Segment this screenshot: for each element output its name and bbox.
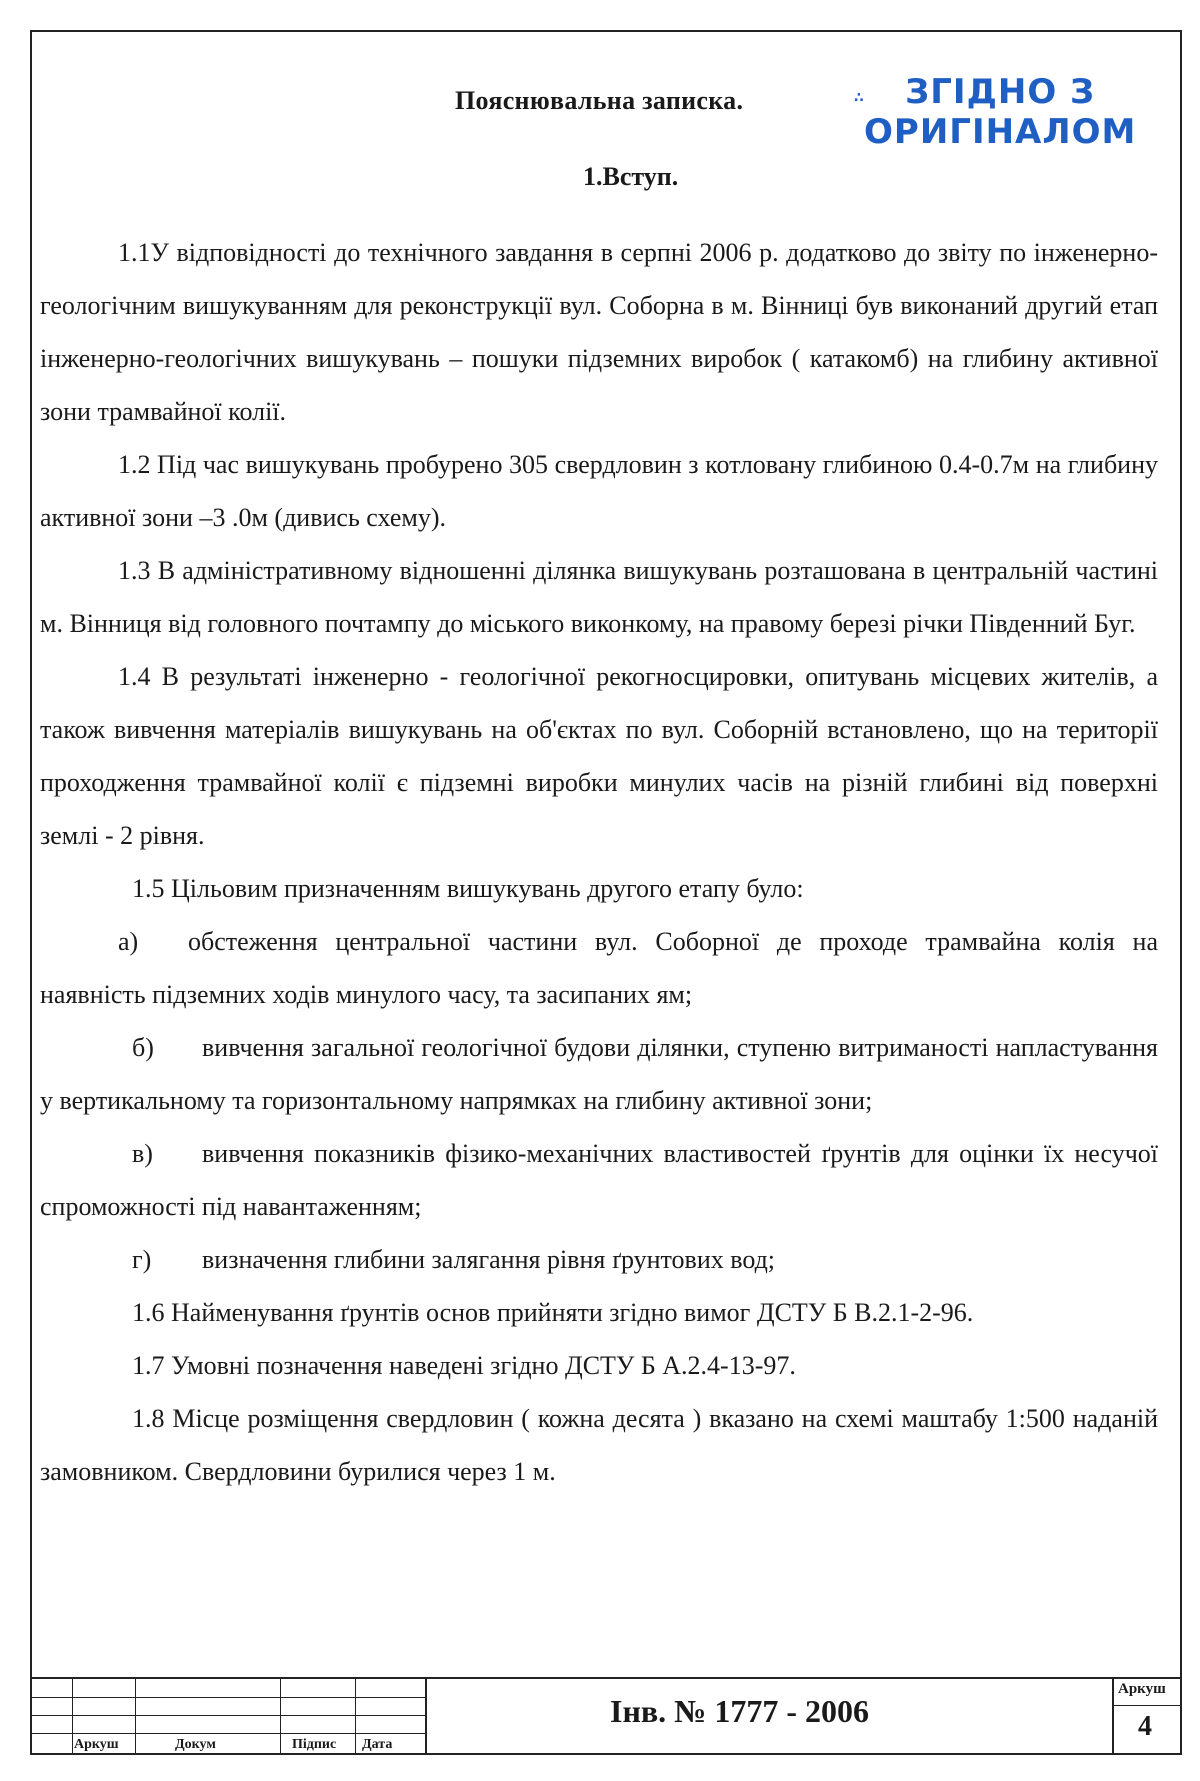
sheet-number: 4 bbox=[1138, 1711, 1152, 1742]
paragraph-1-1: 1.1У відповідності до технічного завдання в серпні 2006 р. додатково до звіту по інженерно-геологічним вишукуванням для реконструкції вул. Соборна в м. Вінниці був виконаний другий етап інженерно-геологічних вишукувань – пошуки підземних виробок ( катакомб) на глибину активної зони трамвайної колії. bbox=[40, 238, 1158, 426]
paragraph-1-4: 1.4 В результаті інженерно - геологічної рекогносцировки, опитувань місцевих жителів, а також вивчення матеріалів вишукувань на об'єктах по вул. Соборній встановлено, що на території проходження трамвайної колії є підземні виробки минулих часів на різній глибині від поверхні землі - 2 рівня. bbox=[40, 662, 1158, 850]
col-label-sheet: Аркуш bbox=[74, 1737, 119, 1752]
list-item-b bbox=[40, 1021, 1158, 1127]
list-label: в) bbox=[132, 1139, 153, 1168]
paragraph-1-3: 1.3 В адміністративному відношенні ділянка вишукувань розташована в центральній частині м. Вінниця від головного почтампу до міського виконкому, на правому березі річки Південний Буг. bbox=[40, 556, 1158, 638]
stamp-line-1: ЗГІДНО З bbox=[905, 72, 1096, 112]
list-label: б) bbox=[132, 1033, 154, 1062]
list-label: а) bbox=[118, 927, 139, 956]
col-label-signature: Підпис bbox=[292, 1737, 337, 1752]
title-block bbox=[30, 1677, 1182, 1755]
stamp-dots: ∴ bbox=[854, 90, 865, 106]
list-text: обстеження центральної частини вул. Соборної де проходе трамвайна колія на наявність підземних ходів минулого часу, та засипаних ям; bbox=[40, 927, 1158, 1009]
approval-stamp bbox=[854, 72, 1137, 152]
sheet-number-cell bbox=[1112, 1679, 1182, 1755]
list-item-c bbox=[40, 1127, 1158, 1233]
page-title: Пояснювальна записка. bbox=[455, 86, 744, 115]
list-text: визначення глибини залягання рівня ґрунтових вод; bbox=[202, 1245, 776, 1274]
list-item-d bbox=[40, 1233, 1158, 1286]
list-label: г) bbox=[132, 1245, 152, 1274]
paragraph-1-5: 1.5 Цільовим призначенням вишукувань другого етапу було: bbox=[132, 874, 804, 903]
col-label-document: Докум bbox=[175, 1737, 216, 1752]
paragraph-1-6: 1.6 Найменування ґрунтів основ прийняти згідно вимог ДСТУ Б В.2.1-2-96. bbox=[132, 1298, 974, 1327]
stamp-line-2: ОРИГІНАЛОМ bbox=[864, 112, 1137, 152]
col-label-date: Дата bbox=[362, 1737, 393, 1752]
sheet-label: Аркуш bbox=[1118, 1681, 1166, 1697]
paragraph-1-2: 1.2 Під час вишукувань пробурено 305 свердловин з котловану глибиною 0.4-0.7м на глибину активної зони –3 .0м (дивись схему). bbox=[40, 450, 1158, 532]
title-block-grid bbox=[30, 1679, 425, 1755]
list-item-a bbox=[40, 915, 1158, 1021]
body-text bbox=[40, 226, 1158, 1498]
list-text: вивчення загальної геологічної будови ділянки, ступеню витриманості напластування у вертикальному та горизонтальному напрямках на глибину активної зони; bbox=[40, 1033, 1158, 1115]
section-heading: 1.Вступ. bbox=[583, 162, 679, 191]
list-text: вивчення показників фізико-механічних властивостей ґрунтів для оцінки їх несучої спроможності під навантаженням; bbox=[40, 1139, 1158, 1221]
inventory-number: Інв. № 1777 - 2006 bbox=[610, 1693, 869, 1729]
paragraph-1-7: 1.7 Умовні позначення наведені згідно ДСТУ Б А.2.4-13-97. bbox=[132, 1351, 796, 1380]
paragraph-1-8: 1.8 Місце розміщення свердловин ( кожна десята ) вказано на схемі маштабу 1:500 наданій замовником. Свердловини бурилися через 1 м. bbox=[40, 1404, 1158, 1486]
